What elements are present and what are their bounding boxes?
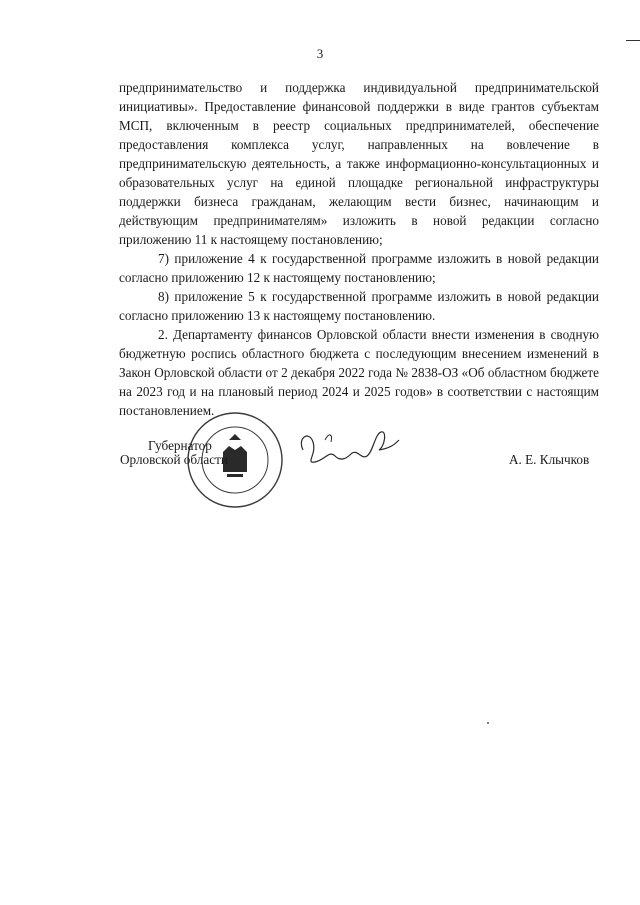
corner-mark <box>626 40 640 41</box>
document-body <box>119 78 599 420</box>
signer-name: А. Е. Клычков <box>509 452 590 467</box>
signer-title-line1: Губернатор <box>148 438 212 453</box>
signer-title-line2: Орловской области <box>120 452 228 467</box>
scan-speck <box>487 722 489 724</box>
handwritten-signature <box>295 420 405 480</box>
signature-block <box>0 410 640 520</box>
paragraph-item-7: 7) приложение 4 к государственной программе изложить в новой редакции согласно приложению 12 к настоящему постановлению; <box>119 251 599 285</box>
paragraph-continuation: предпринимательство и поддержка индивидуальной предпринимательской инициативы». Предоставление финансовой поддержки в виде грантов субъектам МСП, включенным в реестр социальных предпринимателей, обеспечение предоставления комплекса услуг, направленных на вовлечение в предпринимательскую деятельность, а также информационно-консультационных и образовательных услуг на единой площадке региональной инфраструктуры поддержки бизнеса гражданам, желающим вести бизнес, начинающим и действующим предпринимателям» изложить в новой редакции согласно приложению 11 к настоящему постановлению; <box>119 80 599 247</box>
paragraph-item-8: 8) приложение 5 к государственной программе изложить в новой редакции согласно приложению 13 к настоящему постановлению. <box>119 289 599 323</box>
page-number: 3 <box>316 46 324 61</box>
paragraph-section-2: 2. Департаменту финансов Орловской области внести изменения в сводную бюджетную роспись областного бюджета с последующим внесением изменений в Закон Орловской области от 2 декабря 2022 года № 2838-ОЗ «Об областном бюджете на 2023 год и на плановый период 2024 и 2025 годов» в соответствии с настоящим постановлением. <box>119 327 599 418</box>
